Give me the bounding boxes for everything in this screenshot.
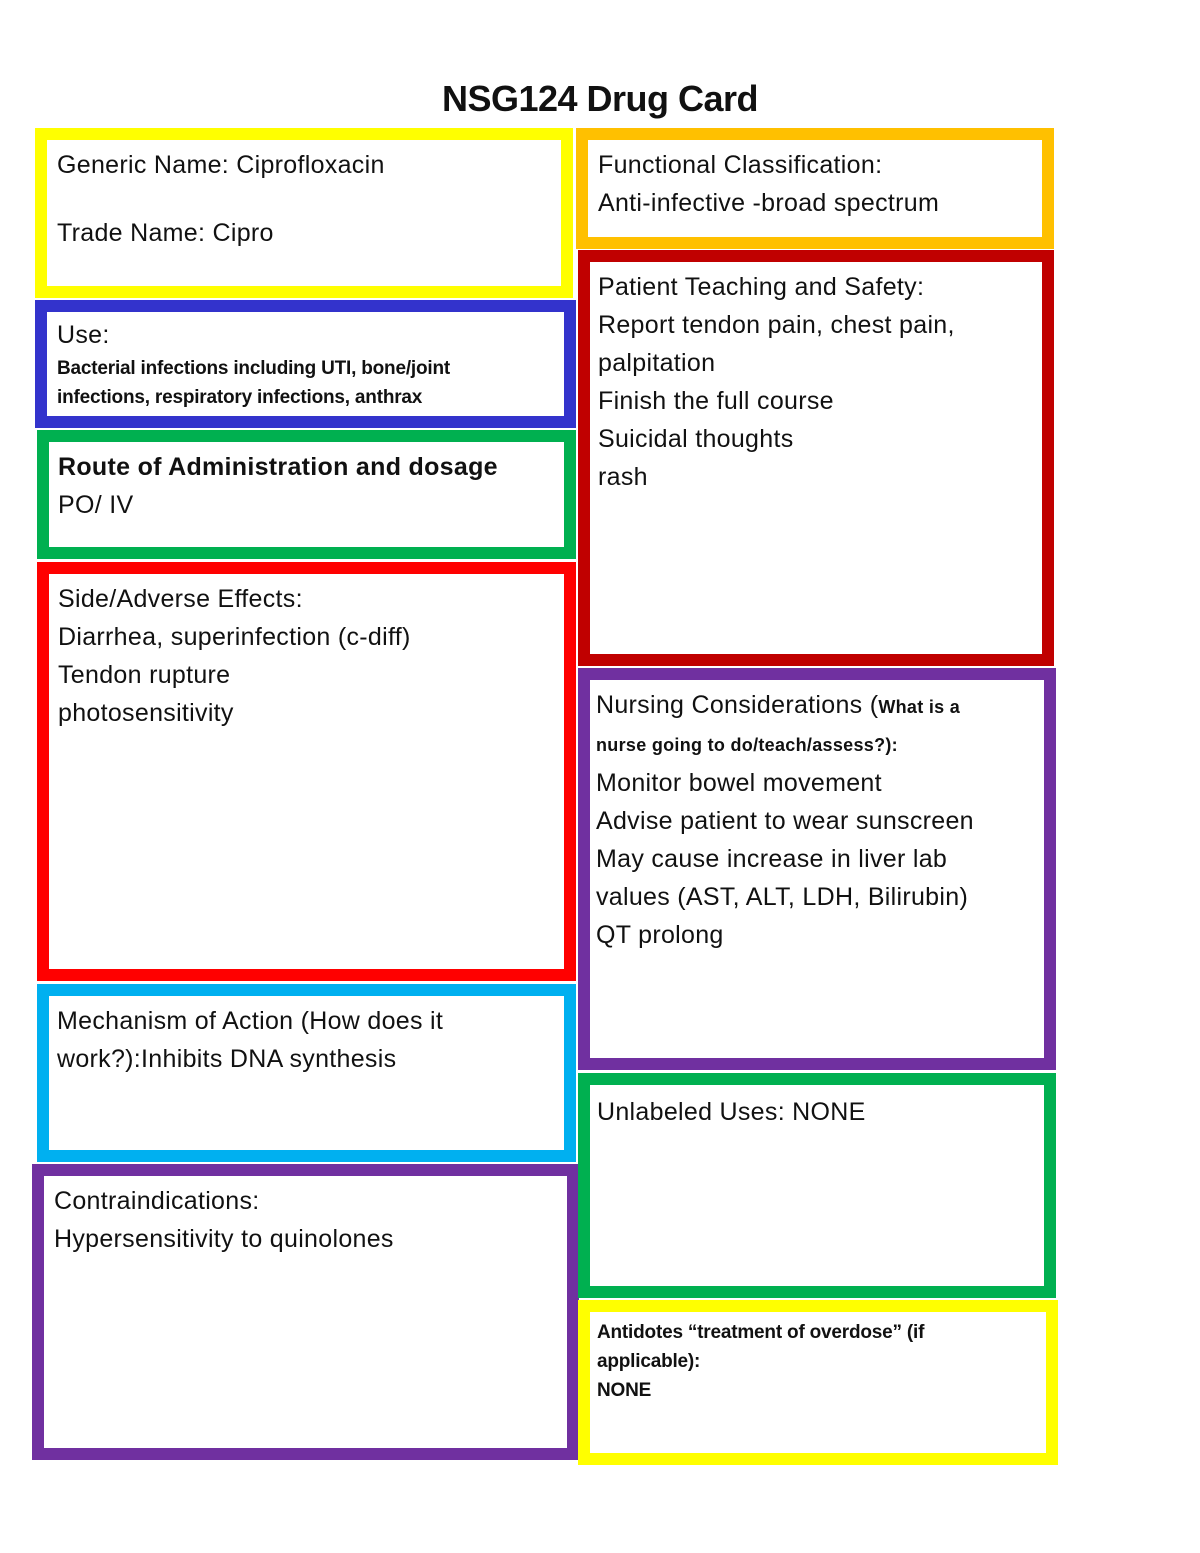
nursing-item: Advise patient to wear sunscreen [596, 807, 974, 835]
nursing-item: QT prolong [596, 921, 724, 949]
teaching-item: rash [598, 463, 648, 491]
generic-name: Generic Name: Ciprofloxacin [57, 151, 385, 179]
nursing-label [596, 686, 1034, 726]
contraindications-value: Hypersensitivity to quinolones [54, 1225, 394, 1253]
antidotes-label: Antidotes “treatment of overdose” (if [597, 1322, 925, 1343]
mechanism-text: work?):Inhibits DNA synthesis [57, 1045, 397, 1073]
nursing-item: May cause increase in liver lab [596, 845, 948, 873]
use-text: Bacterial infections including UTI, bone/joint [57, 358, 450, 379]
side-effects-label: Side/Adverse Effects: [58, 585, 303, 613]
nursing-item: Monitor bowel movement [596, 769, 882, 797]
unlabeled-uses-box [578, 1073, 1056, 1298]
patient-teaching-box [578, 250, 1054, 666]
antidotes-label: applicable): [597, 1351, 701, 1372]
side-effect-item: Tendon rupture [58, 661, 231, 689]
antidotes-box [578, 1300, 1058, 1465]
contraindications-box [32, 1164, 579, 1460]
use-label: Use: [57, 321, 110, 349]
nursing-considerations-box [578, 668, 1056, 1070]
contraindications-label: Contraindications: [54, 1187, 260, 1215]
functional-value: Anti-infective -broad spectrum [598, 189, 940, 217]
teaching-label: Patient Teaching and Safety: [598, 273, 925, 301]
functional-classification-box [576, 128, 1054, 249]
teaching-item: palpitation [598, 349, 716, 377]
teaching-item: Suicidal thoughts [598, 425, 794, 453]
nursing-label-main: Nursing Considerations ( [596, 691, 879, 719]
unlabeled-uses-text: Unlabeled Uses: NONE [597, 1098, 866, 1126]
antidotes-value: NONE [597, 1380, 652, 1401]
page-title: NSG124 Drug Card [441, 78, 759, 119]
nursing-label-question: What is a [878, 697, 961, 717]
route-label: Route of Administration and dosage [58, 453, 498, 481]
use-text: infections, respiratory infections, anthrax [57, 387, 423, 408]
use-box [35, 300, 576, 428]
nursing-label-question: nurse going to do/teach/assess?): [596, 735, 898, 755]
functional-label: Functional Classification: [598, 151, 883, 179]
side-effect-item: photosensitivity [58, 699, 234, 727]
route-box [37, 430, 576, 559]
trade-name: Trade Name: Cipro [57, 219, 274, 247]
nursing-item: values (AST, ALT, LDH, Bilirubin) [596, 883, 969, 911]
teaching-item: Finish the full course [598, 387, 834, 415]
route-value: PO/ IV [58, 491, 134, 519]
mechanism-text: Mechanism of Action (How does it [57, 1007, 444, 1035]
teaching-item: Report tendon pain, chest pain, [598, 311, 955, 339]
mechanism-box [37, 984, 576, 1162]
side-effects-box [37, 562, 576, 981]
side-effect-item: Diarrhea, superinfection (c-diff) [58, 623, 411, 651]
names-box [35, 128, 573, 298]
